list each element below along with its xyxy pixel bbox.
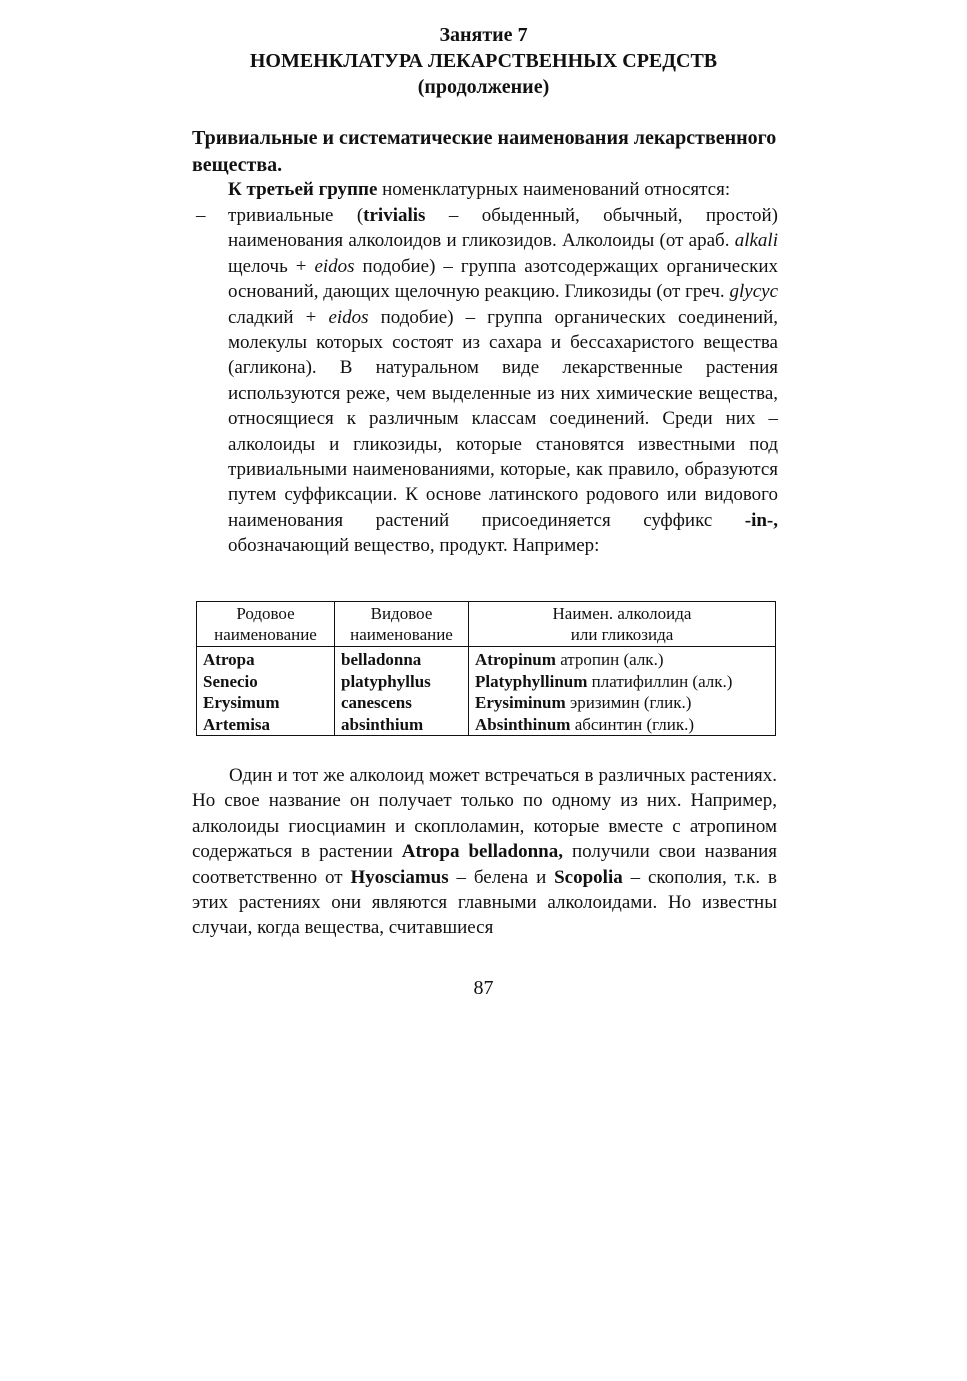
item-text-1: тривиальные ( <box>228 205 364 226</box>
table-row <box>197 647 776 671</box>
cell-species: canescens <box>335 692 469 714</box>
item-bold-trivialis: trivialis <box>363 205 426 226</box>
item-text-4: подобие) – группа азотсодержащих органических оснований, дающих щелочную реакцию. Гликозиды (от греч. <box>228 255 778 303</box>
item-bold-suffix: -in-, <box>744 509 778 531</box>
table-row <box>197 671 776 693</box>
nomenclature-table <box>196 601 776 736</box>
intro-bold: К третьей группе <box>228 179 378 200</box>
after-text-2: получили свои названия соответственно от <box>192 841 777 888</box>
cell-genus: Senecio <box>197 671 335 693</box>
chapter-title: НОМЕНКЛАТУРА ЛЕКАРСТВЕННЫХ СРЕДСТВ <box>249 50 718 72</box>
after-bold-scopolia: Scopolia <box>554 866 623 888</box>
cell-substance: Platyphyllinum платифиллин (алк.) <box>469 671 776 693</box>
intro-paragraph <box>228 177 778 202</box>
item-text-3: щелочь + <box>228 255 315 277</box>
item-text-7: обозначающий вещество, продукт. Например: <box>228 535 600 557</box>
item-text-6: подобие) – группа органических соединений, молекулы которых состоят из сахара и бессахаристого вещества (агликона). В натуральном виде лекарственные растения используются реже, чем выделенные из них химические вещества, относящиеся к различным классам соединений. Среди них – алколоиды и гликозиды, которые становятся известными под тривиальными наименованиями, которые, как правило, образуются путем суффиксации. К основе латинского родового или видового наименования растений присоединяется суффикс <box>228 306 779 531</box>
lesson-heading: Занятие 7 <box>439 24 528 46</box>
cell-genus: Artemisa <box>197 714 335 736</box>
cell-substance: Absinthinum абсинтин (глик.) <box>469 714 776 736</box>
list-dash: – <box>196 205 206 226</box>
chapter-subtitle: (продолжение) <box>417 76 550 98</box>
item-italic-eidos-1: eidos <box>314 255 355 277</box>
after-text-3: – белена и <box>448 866 555 888</box>
header-species: Видовое наименование <box>335 602 469 647</box>
header-genus: Родовое наименование <box>197 602 335 647</box>
cell-substance: Erysiminum эризимин (глик.) <box>469 692 776 714</box>
cell-genus: Atropa <box>197 647 335 671</box>
list-item-paragraph <box>228 203 778 559</box>
cell-substance: Atropinum атропин (алк.) <box>469 647 776 671</box>
item-italic-glycyc: glycyc <box>729 281 778 303</box>
table-row <box>197 714 776 736</box>
after-bold-hyosciamus: Hyosciamus <box>350 866 449 888</box>
after-bold-atropa: Atropa belladonna, <box>401 841 563 863</box>
section-title: Тривиальные и систематические наименования лекарственного вещества. <box>192 127 777 176</box>
item-text-2: – обыденный, обычный, простой) наименования алколоидов и гликозидов. Алколоиды (от араб. <box>228 205 778 252</box>
cell-species: platyphyllus <box>335 671 469 693</box>
table-row <box>197 692 776 714</box>
item-italic-alkali: alkali <box>734 230 778 252</box>
item-text-5: сладкий + <box>228 306 329 328</box>
intro-text: номенклатурных наименований относятся: <box>377 179 731 200</box>
page-number: 87 <box>473 977 494 999</box>
after-text-4: – скополия, т.к. в этих растениях они являются главными алколоидами. Но известны случаи, когда вещества, считавшиеся <box>192 866 777 939</box>
header-substance: Наимен. алколоида или гликозида <box>469 602 776 647</box>
cell-species: absinthium <box>335 714 469 736</box>
closing-paragraph <box>192 763 777 941</box>
table-header-row <box>197 602 776 647</box>
cell-species: belladonna <box>335 647 469 671</box>
after-text-1: Один и тот же алколоид может встречаться в различных растениях. Но свое название он получает только по одному из них. Например, алколоиды гиосциамин и скоплоламин, которые вместе с атропином содержаться в растении <box>192 765 777 863</box>
item-italic-eidos-2: eidos <box>328 306 369 328</box>
cell-genus: Erysimum <box>197 692 335 714</box>
